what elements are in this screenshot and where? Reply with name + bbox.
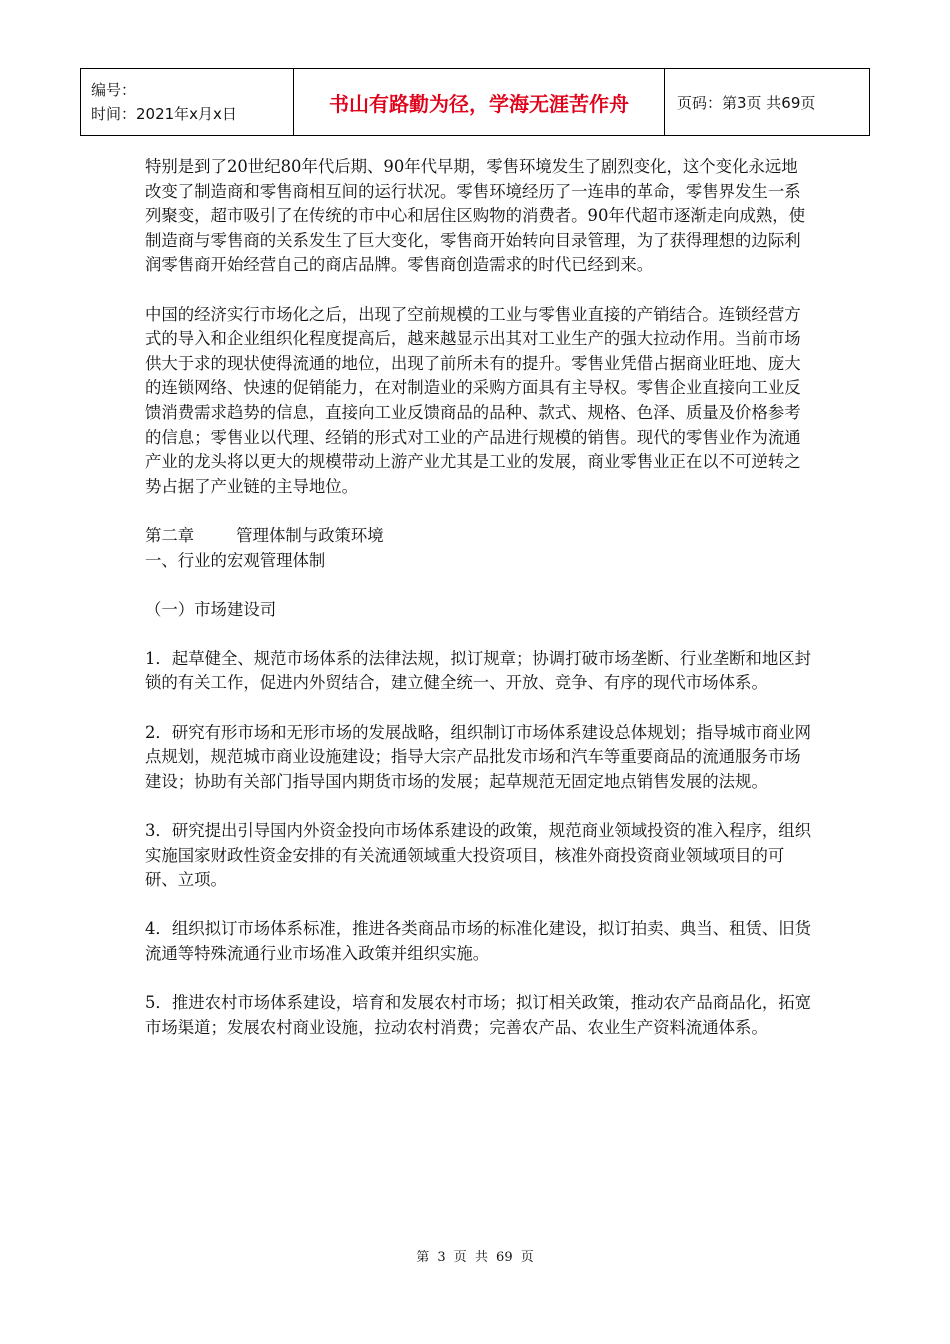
doc-number-label: 编号： (91, 81, 137, 99)
document-body (145, 155, 813, 1065)
list-item: 4．组织拟订市场体系标准，推进各类商品市场的标准化建设，拟订拍卖、典当、租赁、旧货流通等特殊流通行业市场准入政策并组织实施。 (145, 919, 812, 963)
page-header (80, 68, 870, 136)
page-footer: 第 3 页 共 69 页 (416, 1250, 534, 1265)
subsection-heading: （一）市场建设司 (145, 599, 277, 619)
header-page-info: 页码：第3页 共69页 (665, 69, 870, 136)
list-item: 2．研究有形市场和无形市场的发展战略，组织制订市场体系建设总体规划；指导城市商业网点规划，规范城市商业设施建设；指导大宗产品批发市场和汽车等重要商品的流通服务市场建设；协助有关部门指导国内期货市场的发展；起草规范无固定地点销售发展的法规。 (145, 722, 812, 791)
header-meta-cell (81, 69, 294, 136)
header-motto: 书山有路勤为径，学海无涯苦作舟 (294, 69, 665, 136)
paragraph-china-retail: 中国的经济实行市场化之后，出现了空前规模的工业与零售业直接的产销结合。连锁经营方式的导入和企业组织化程度提高后，越来越显示出其对工业生产的强大拉动作用。当前市场供大于求的现状使得流通的地位，出现了前所未有的提升。零售业凭借占据商业旺地、庞大的连锁网络、快速的促销能力，在对制造业的采购方面具有主导权。零售企业直接向工业反馈消费需求趋势的信息，直接向工业反馈商品的品种、款式、规格、色泽、质量及价格参考的信息；零售业以代理、经销的形式对工业的产品进行规模的销售。现代的零售业作为流通产业的龙头将以更大的规模带动上游产业尤其是工业的发展，商业零售业正在以不可逆转之势占据了产业链的主导地位。 (145, 304, 801, 496)
chapter-heading (145, 524, 813, 549)
section-heading: 一、行业的宏观管理体制 (145, 550, 326, 570)
chapter-title: 管理体制与政策环境 (236, 525, 384, 545)
list-item: 3．研究提出引导国内外资金投向市场体系建设的政策，规范商业领域投资的准入程序，组织实施国家财政性资金安排的有关流通领域重大投资项目，核准外商投资商业领域项目的可研、立项。 (145, 821, 812, 890)
paragraph-retail-history: 特别是到了20世纪80年代后期、90年代早期，零售环境发生了剧烈变化，这个变化永远地改变了制造商和零售商相互间的运行状况。零售环境经历了一连串的革命，零售界发生一系列聚变，超市吸引了在传统的市中心和居住区购物的消费者。90年代超市逐渐走向成熟，使制造商与零售商的关系发生了巨大变化，零售商开始转向目录管理，为了获得理想的边际利润零售商开始经营自己的商店品牌。零售商创造需求的时代已经到来。 (145, 157, 806, 275)
date-label: 时间：2021年x月x日 (91, 105, 237, 123)
chapter-number: 第二章 (145, 525, 195, 545)
list-item: 5．推进农村市场体系建设，培育和发展农村市场；拟订相关政策，推动农产品商品化，拓宽市场渠道；发展农村商业设施，拉动农村消费；完善农产品、农业生产资料流通体系。 (145, 993, 812, 1037)
list-item: 1．起草健全、规范市场体系的法律法规，拟订规章；协调打破市场垄断、行业垄断和地区封锁的有关工作，促进内外贸结合，建立健全统一、开放、竞争、有序的现代市场体系。 (145, 648, 812, 693)
